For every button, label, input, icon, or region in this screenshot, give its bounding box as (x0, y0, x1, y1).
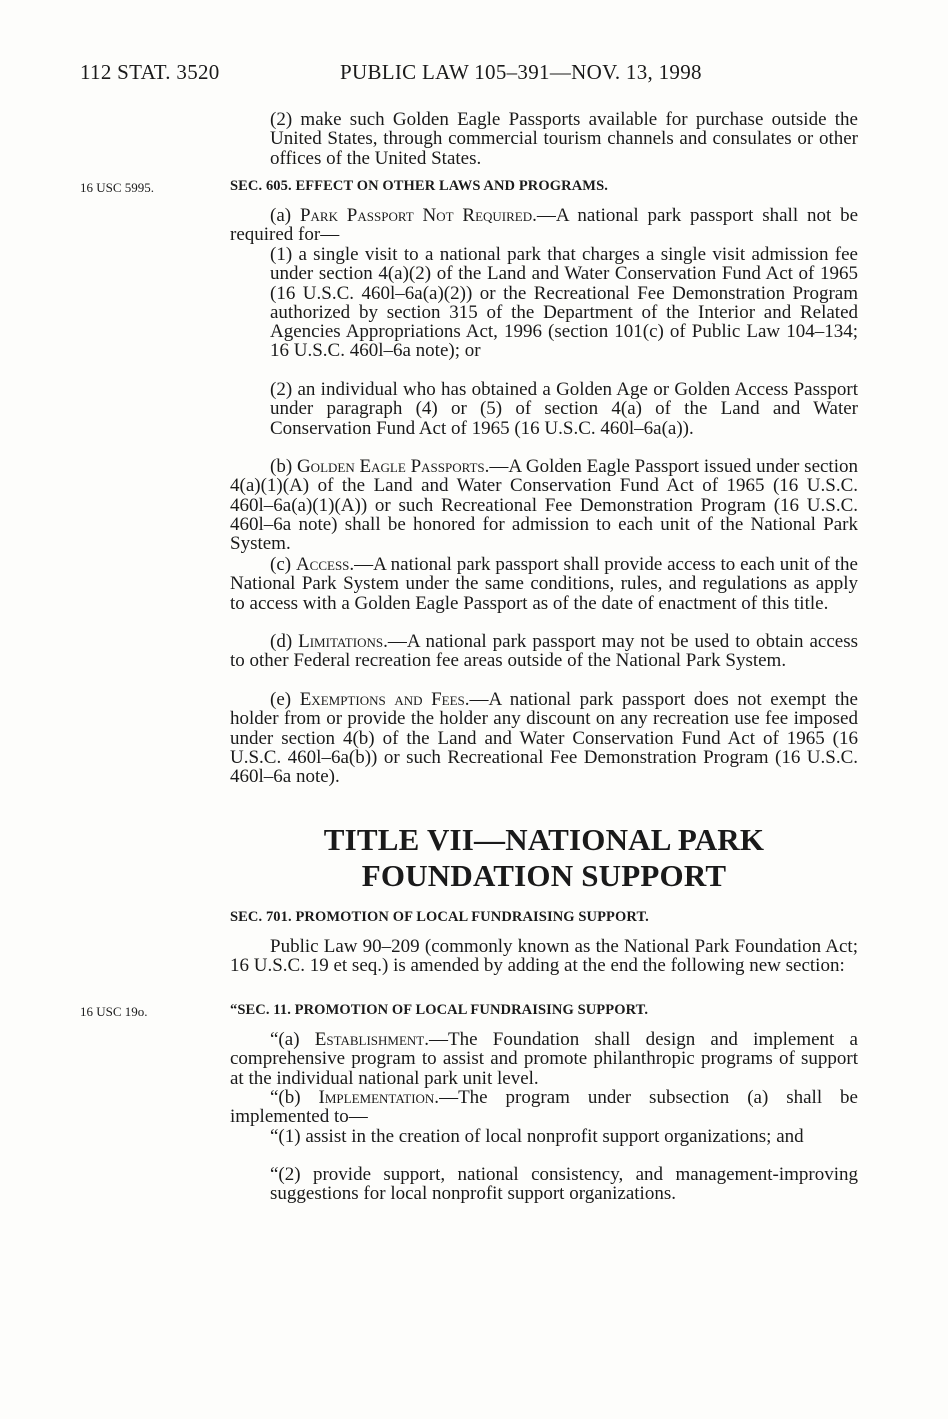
section-701-heading: SEC. 701. PROMOTION OF LOCAL FUNDRAISING SUPPORT. (230, 909, 649, 925)
subsection-heading: Exemptions and Fees. (299, 689, 470, 710)
subsection-text: —A national park passport may not be used to obtain access to other Federal recreation fee areas outside of the National Park System. (230, 631, 858, 672)
subsection-605-a (230, 206, 858, 245)
subsection-heading: Access. (295, 554, 355, 575)
subsection-label: (e) (270, 689, 300, 710)
subsection-11-b (230, 1088, 858, 1127)
subsection-heading: Establishment. (314, 1029, 429, 1050)
intro-paragraph: (2) make such Golden Eagle Passports available for purchase outside the United States, through commercial tourism channels and consulates or other offices of the United States. (270, 109, 858, 169)
subsection-605-b (230, 457, 858, 553)
subsection-label: (b) (270, 456, 297, 477)
section-11-heading: “SEC. 11. PROMOTION OF LOCAL FUNDRAISING SUPPORT. (230, 1002, 649, 1018)
margin-citation-19o: 16 USC 19o. (80, 1004, 148, 1019)
subsection-text: —The program under subsection (a) shall be implemented to— (230, 1087, 858, 1128)
subsection-605-e (230, 690, 858, 786)
section-701-text: Public Law 90–209 (commonly known as the National Park Foundation Act; 16 U.S.C. 19 et seq.) is amended by adding at the end the following new section: (230, 936, 858, 977)
section-605-heading: SEC. 605. EFFECT ON OTHER LAWS AND PROGRAMS. (230, 178, 608, 194)
subsection-11-a (230, 1030, 858, 1088)
subsection-label: (d) (270, 631, 299, 652)
subsection-text: —A national park passport shall provide access to each unit of the National Park System under the same conditions, rules, and regulations as apply to access with a Golden Eagle Passport as of the date of enactment of this title. (230, 554, 858, 614)
paragraph-605-a-2: (2) an individual who has obtained a Golden Age or Golden Access Passport under paragraph (4) or (5) of section 4(a) of the Land and Water Conservation Fund Act of 1965 (16 U.S.C. 460l–6a(a)). (270, 379, 858, 439)
subsection-heading: Golden Eagle Passports. (296, 456, 490, 477)
subsection-heading: Implementation. (318, 1087, 440, 1108)
subsection-heading: Limitations. (298, 631, 388, 652)
statute-page-number: 112 STAT. 3520 (80, 60, 220, 84)
subsection-text: —A Golden Eagle Passport issued under section 4(a)(1)(A) of the Land and Water Conservation Fund Act of 1965 (16 U.S.C. 460l–6a(a)(1)(A)) or such Recreational Fee Demonstration Program (16 U.S.C. 460l–6a note) shall be honored for admission to each unit of the National Park System. (230, 456, 858, 555)
public-law-title: PUBLIC LAW 105–391—NOV. 13, 1998 (340, 60, 702, 84)
paragraph-11-b-2: “(2) provide support, national consistency, and management-improving suggestions for local nonprofit support organizations. (270, 1164, 858, 1205)
title-line-2: FOUNDATION SUPPORT (361, 858, 727, 893)
subsection-label: “(b) (270, 1087, 319, 1108)
subsection-text: —The Foundation shall design and implement a comprehensive program to assist and promote philanthropic programs of support at the individual national park unit level. (230, 1029, 858, 1089)
paragraph-11-b-1: “(1) assist in the creation of local nonprofit support organizations; and (270, 1126, 804, 1147)
subsection-label: (a) (270, 205, 300, 226)
margin-citation-605: 16 USC 5995. (80, 180, 155, 195)
subsection-text: —A national park passport does not exempt the holder from or provide the holder any discount on any recreation use fee imposed under section 4(b) of the Land and Water Conservation Fund Act of 1965 (16 U.S.C. 460l–6a(b)) or such Recreational Fee Demonstration Program (16 U.S.C. 460l–6a note). (230, 689, 858, 788)
paragraph-605-a-1: (1) a single visit to a national park that charges a single visit admission fee under section 4(a)(2) of the Land and Water Conservation Fund Act of 1965 (16 U.S.C. 460l–6a(a)(2)) or the Recreational Fee Demonstration Program authorized by section 315 of the Department of the Interior and Related Agencies Appropriations Act, 1996 (section 101(c) of Public Law 104–134; 16 U.S.C. 460l–6a note); or (270, 244, 858, 362)
title-vii-heading (230, 822, 858, 894)
subsection-605-d (230, 632, 858, 671)
subsection-label: (c) (270, 554, 296, 575)
subsection-text: —A national park passport shall not be required for— (230, 205, 858, 246)
subsection-heading: Park Passport Not Required. (299, 205, 537, 226)
running-head (80, 60, 880, 86)
title-line-1: TITLE VII—NATIONAL PARK (323, 822, 765, 857)
subsection-label: “(a) (270, 1029, 315, 1050)
subsection-605-c (230, 555, 858, 613)
